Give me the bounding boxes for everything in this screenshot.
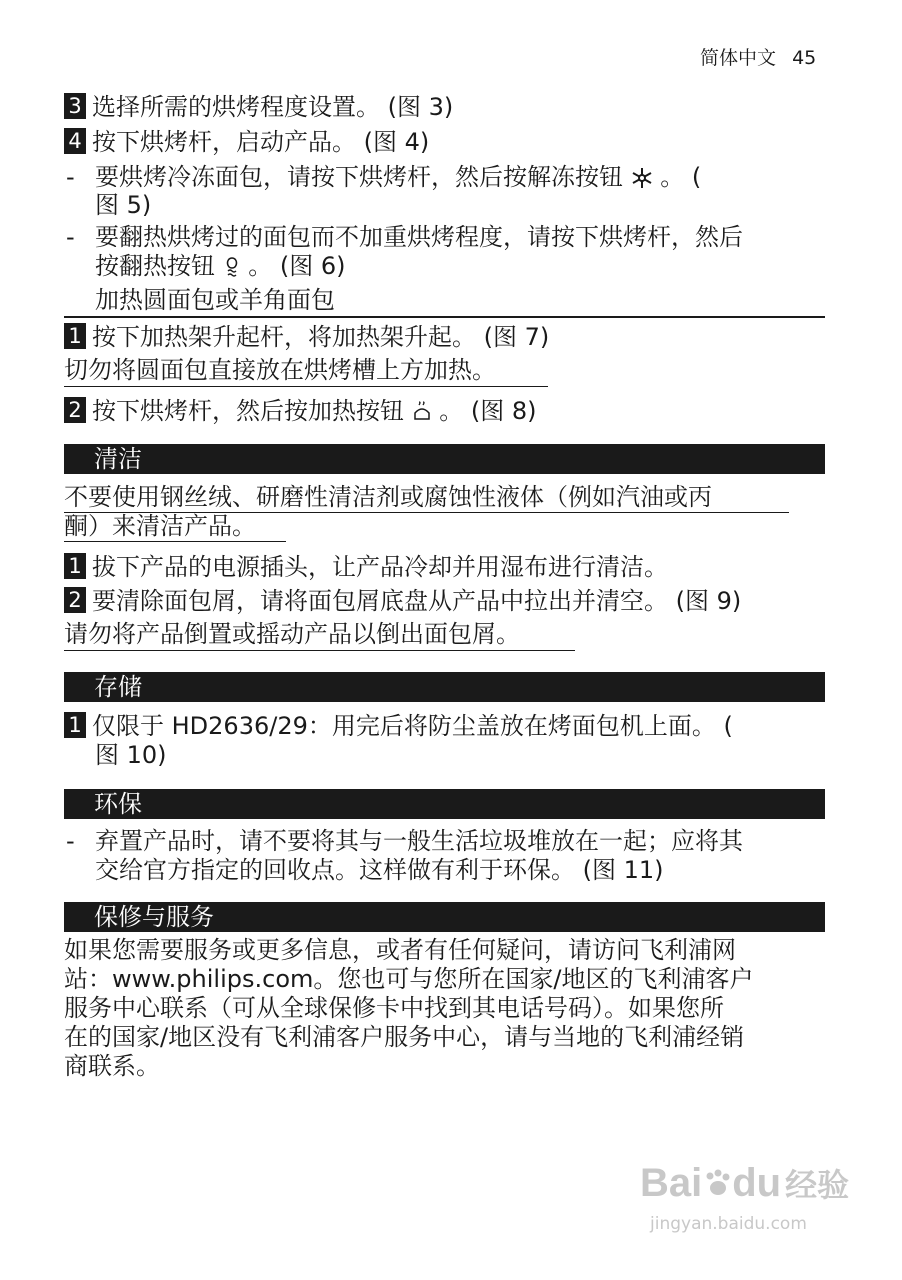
step-number: 1	[64, 553, 86, 579]
bullet-reheat-cont: 按翻热按钮 。 (图 6)	[95, 252, 346, 280]
bullet-defrost: 要烘烤冷冻面包，请按下烘烤杆，然后按解冻按钮 。 (	[95, 163, 702, 191]
language-label: 简体中文	[700, 47, 777, 69]
bullet-dash: -	[66, 223, 75, 251]
section-header-cleaning: 清洁	[64, 444, 825, 474]
note-underline	[64, 650, 575, 651]
guarantee-line: 服务中心联系（可从全球保修卡中找到其电话号码）。如果您所	[64, 994, 724, 1022]
environment-line1: 弃置产品时，请不要将其与一般生活垃圾堆放在一起；应将其	[95, 827, 743, 855]
warming-step-1	[64, 322, 549, 352]
cleaning-step-2	[64, 586, 741, 616]
section-header-environment: 环保	[64, 789, 825, 819]
bullet-dash: -	[66, 827, 75, 855]
environment-line2: 交给官方指定的回收点。这样做有利于环保。 (图 11)	[95, 856, 664, 884]
storage-step-1	[64, 711, 733, 741]
bullet-defrost-cont: 图 5)	[95, 191, 152, 219]
step-3	[64, 92, 453, 122]
page-number: 45	[792, 47, 817, 69]
watermark-url: jingyan.baidu.com	[650, 1214, 807, 1234]
step-text: 要清除面包屑，请将面包屑底盘从产品中拉出并清空。 (图 9)	[92, 587, 742, 615]
step-4	[64, 127, 429, 157]
section-header-storage: 存储	[64, 672, 825, 702]
step-number: 4	[64, 128, 86, 154]
step-number: 1	[64, 323, 86, 349]
step-number: 1	[64, 712, 86, 738]
warming-title: 加热圆面包或羊角面包	[95, 286, 335, 314]
cleaning-step-1	[64, 552, 668, 582]
guarantee-line: 如果您需要服务或更多信息，或者有任何疑问，请访问飞利浦网	[64, 936, 736, 964]
step-text: 按下加热架升起杆，将加热架升起。 (图 7)	[92, 323, 550, 351]
bun-warmer-icon	[412, 401, 432, 423]
cleaning-warning-line1: 不要使用钢丝绒、研磨性清洁剂或腐蚀性液体（例如汽油或丙	[64, 483, 712, 511]
step-text: 按下烘烤杆，启动产品。 (图 4)	[92, 128, 430, 156]
bullet-reheat: 要翻热烘烤过的面包而不加重烘烤程度，请按下烘烤杆，然后	[95, 223, 743, 251]
step-number: 2	[64, 397, 86, 423]
warming-note: 切勿将圆面包直接放在烘烤槽上方加热。	[64, 356, 496, 384]
divider	[64, 316, 825, 318]
watermark-logo: Bai du 经验	[640, 1161, 850, 1205]
warming-step-2: 2 按下烘烤杆，然后按加热按钮 。 (图 8)	[64, 396, 537, 426]
reheat-icon	[223, 256, 241, 278]
storage-step-1-cont: 图 10)	[95, 741, 167, 769]
cleaning-note: 请勿将产品倒置或摇动产品以倒出面包屑。	[64, 620, 520, 648]
warning-underline	[64, 541, 286, 542]
bullet-dash: -	[66, 163, 75, 191]
step-text: 选择所需的烘烤程度设置。 (图 3)	[92, 93, 454, 121]
snowflake-icon	[631, 167, 653, 189]
section-header-guarantee: 保修与服务	[64, 902, 825, 932]
guarantee-line: 商联系。	[64, 1052, 160, 1080]
cleaning-warning-line2: 酮）来清洁产品。	[64, 512, 256, 540]
baidu-watermark	[640, 1160, 850, 1250]
guarantee-line: 站：www.philips.com。您也可与您所在国家/地区的飞利浦客户	[64, 965, 754, 993]
step-number: 2	[64, 587, 86, 613]
guarantee-line: 在的国家/地区没有飞利浦客户服务中心，请与当地的飞利浦经销	[64, 1023, 745, 1051]
paw-icon	[702, 1168, 732, 1198]
page-header	[700, 43, 816, 73]
step-text: 仅限于 HD2636/29：用完后将防尘盖放在烤面包机上面。 (	[92, 712, 733, 740]
note-underline	[64, 386, 548, 387]
step-number: 3	[64, 93, 86, 119]
step-text: 拔下产品的电源插头，让产品冷却并用湿布进行清洁。	[92, 553, 668, 581]
